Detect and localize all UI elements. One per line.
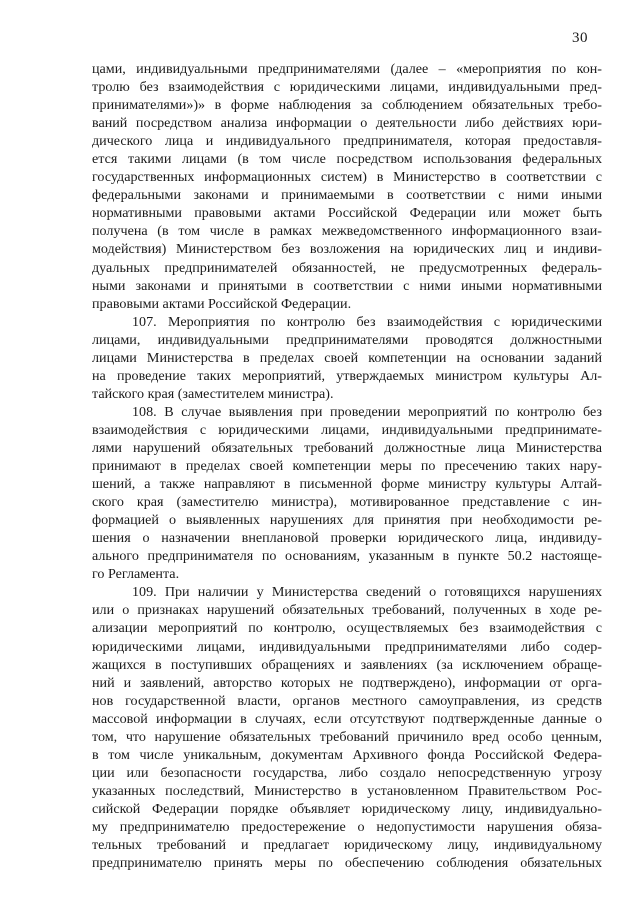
text-line: правовыми актами Российской Федерации. [92, 295, 352, 312]
text-line: принимателями»)» в форме наблюдения за соблюдением обязательных требо- [92, 97, 602, 114]
text-line: ского края (заместителю министра), мотивированное представление с ин- [92, 494, 602, 511]
text-line: тайского края (заместителем министра). [92, 385, 334, 402]
text-line: лицами Министерства в пределах своей компетенции на основании заданий [92, 349, 602, 366]
text-line: му предпринимателю предостережение о недопустимости нарушения обяза- [92, 818, 602, 835]
text-line: лями нарушений обязательных требований должностные лица Министерства [92, 439, 602, 456]
text-line: жащихся в поступивших обращениях и заявлениях (за исключением обраще- [92, 656, 602, 673]
document-body [92, 60, 602, 872]
text-line: юридическими лицами, индивидуальными предпринимателями либо содер- [92, 638, 602, 655]
text-line: ализации мероприятий по контролю, осуществляемых без взаимодействия с [92, 620, 602, 637]
text-line: дического лица и индивидуального предпринимателя, которая предоставля- [92, 133, 602, 150]
text-line: массовой информации в случаях, если отсутствуют подтвержденные данные о [92, 710, 602, 727]
page-number: 30 [572, 30, 588, 46]
text-line: шений, а также направляют в письменной форме министру культуры Алтай- [92, 476, 602, 493]
text-line: на проведение таких мероприятий, утверждаемых министром культуры Ал- [92, 367, 602, 384]
text-line: или о признаках нарушений обязательных требований, полученных в ходе ре- [92, 602, 602, 619]
text-line: ального предпринимателя по основаниям, указанным в пункте 50.2 настояще- [92, 548, 602, 565]
text-line: получена (в том числе в рамках межведомственного информационного взаи- [92, 223, 602, 240]
text-line: 107. Мероприятия по контролю без взаимодействия с юридическими [132, 313, 602, 330]
text-line: сийской Федерации порядке объявляет юридическому лицу, индивидуально- [92, 800, 602, 817]
text-line: 108. В случае выявления при проведении мероприятий по контролю без [132, 403, 602, 420]
text-line: предпринимателю принять меры по обеспечению соблюдения обязательных [92, 855, 602, 872]
text-line: в том числе уникальным, документам Архивного фонда Российской Федера- [92, 746, 602, 763]
text-line: го Регламента. [92, 566, 180, 583]
text-line: принимают в пределах своей компетенции меры по пресечению таких нару- [92, 458, 602, 475]
text-line: 109. При наличии у Министерства сведений о готовящихся нарушениях [132, 584, 602, 601]
text-line: ными законами и принятыми в соответствии с ними иными нормативными [92, 277, 602, 294]
text-line: нормативными правовыми актами Российской Федерации или может быть [92, 205, 602, 222]
text-line: взаимодействия с юридическими лицами, индивидуальными предпринимате- [92, 421, 602, 438]
text-line: ции или безопасности государства, либо создало непосредственную угрозу [92, 764, 602, 781]
text-line: нов государственной власти, органов местного самоуправления, из средств [92, 692, 602, 709]
text-line: формацией о выявленных нарушениях для принятия при необходимости ре- [92, 512, 602, 529]
text-line: лицами, индивидуальными предпринимателями проводятся должностными [92, 331, 602, 348]
text-line: шения о назначении внеплановой проверки юридического лица, индивиду- [92, 530, 602, 547]
text-line: тролю без взаимодействия с юридическими лицами, индивидуальными пред- [92, 79, 602, 96]
text-line: указанных последствий, Министерство в установленном Правительством Рос- [92, 782, 602, 799]
text-line: ется такими лицами (в том числе посредством использования федеральных [92, 151, 602, 168]
text-line: цами, индивидуальными предпринимателями (далее – «мероприятия по кон- [92, 61, 602, 77]
text-line: модействия) Министерством без возложения на юридических лиц и индиви- [92, 241, 602, 258]
text-line: дуальных предпринимателей обязанностей, не предусмотренных федераль- [92, 259, 602, 276]
text-line: федеральными законами и принимаемыми в соответствии с ними иными [92, 187, 602, 204]
text-line: государственных информационных систем) в Министерство в соответствии с [92, 169, 602, 186]
text-line: тельных требований и предлагает юридическому лицу, индивидуальному [92, 837, 602, 854]
text-line: том, что нарушение обязательных требований причинило вред особо ценным, [92, 728, 602, 745]
text-line: ний и заявлений, авторство которых не подтверждено), информации от орга- [92, 674, 602, 691]
text-line: ваний посредством анализа информации о деятельности либо действиях юри- [92, 115, 602, 132]
